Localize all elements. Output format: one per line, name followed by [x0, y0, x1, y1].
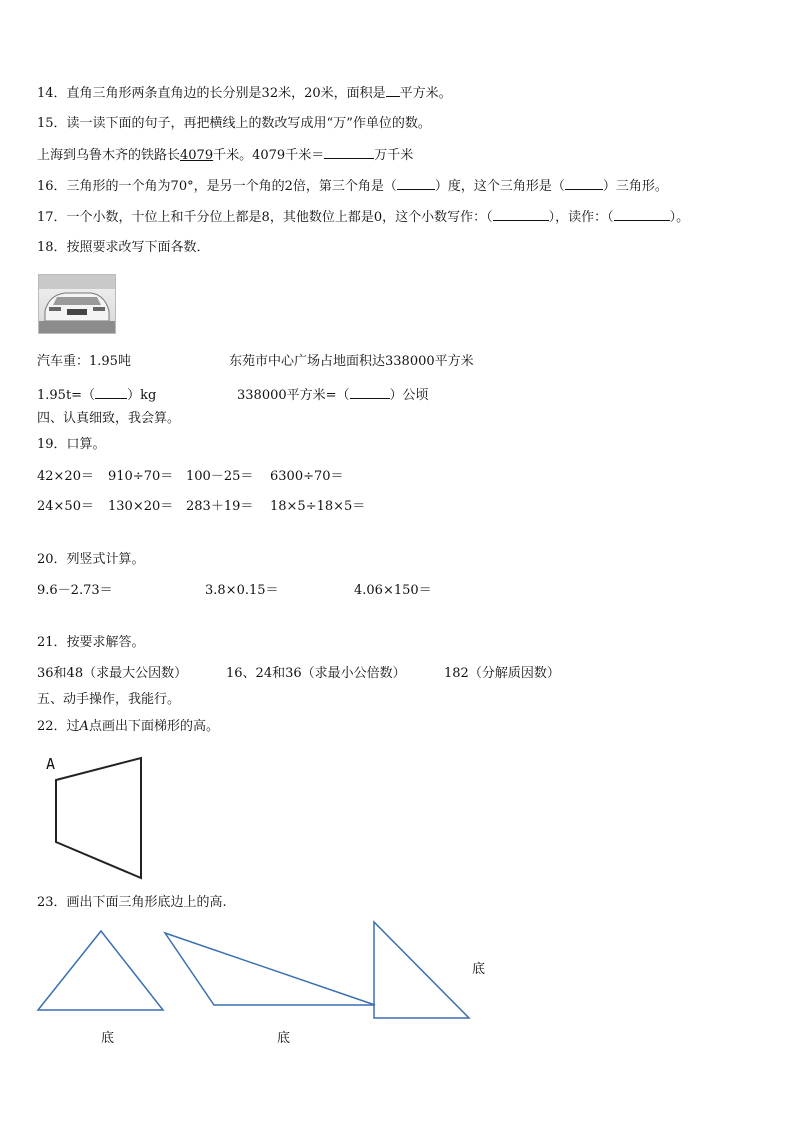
question-20-title: 20．列竖式计算。 [37, 552, 145, 567]
oral-calc-item: 24×50＝ [37, 499, 94, 514]
section-4-heading: 四、认真细致，我会算。 [37, 411, 181, 426]
factor-task: 16、24和36（求最小公倍数） [226, 666, 406, 681]
base-label-1: 底 [101, 1031, 115, 1046]
question-14: 14．直角三角形两条直角边的长分别是32米，20米，面积是 平方米。 [37, 86, 452, 101]
answer-blank[interactable] [493, 208, 549, 221]
vertical-calc-item: 3.8×0.15＝ [205, 583, 279, 598]
oral-calc-item: 910÷70＝ [108, 469, 174, 484]
oral-calc-item: 130×20＝ [108, 499, 174, 514]
oral-calc-item: 100－25＝ [186, 469, 254, 484]
question-16: 16．三角形的一个角为70°，是另一个角的2倍，第三个角是（ ）度，这个三角形是（ ）三角形。 [37, 179, 668, 194]
question-15-sentence: 上海到乌鲁木齐的铁路长4079千米。4079千米＝ 万千米 [37, 148, 414, 163]
trapezoid-figure[interactable] [48, 752, 168, 882]
triangle-3 [374, 922, 469, 1018]
square-area-label: 东苑市中心广场占地面积达338000平方米 [229, 354, 474, 369]
car-icon [39, 275, 115, 333]
conversion-1: 1.95t=（ ）kg [37, 388, 157, 403]
answer-blank[interactable] [565, 177, 603, 190]
answer-blank[interactable] [614, 208, 670, 221]
answer-blank[interactable] [95, 386, 127, 399]
base-label-3: 底 [472, 962, 486, 977]
question-17: 17．一个小数，十位上和千分位上都是8，其他数位上都是0，这个小数写作：（ ），读作：（ ）。 [37, 210, 690, 225]
question-22-title: 22．过A点画出下面梯形的高。 [37, 719, 219, 734]
oral-calc-item: 42×20＝ [37, 469, 94, 484]
car-weight-label: 汽车重：1.95吨 [37, 354, 131, 369]
underlined-number: 4079 [180, 148, 214, 163]
question-19-title: 19．口算。 [37, 437, 106, 452]
question-18-title: 18．按照要求改写下面各数． [37, 240, 210, 255]
factor-task: 182（分解质因数） [444, 666, 560, 681]
answer-blank[interactable] [350, 386, 390, 399]
conversion-2: 338000平方米=（ ）公顷 [237, 388, 429, 403]
oral-calc-item: 18×5÷18×5＝ [270, 499, 366, 514]
question-21-title: 21．按要求解答。 [37, 635, 145, 650]
base-label-2: 底 [277, 1031, 291, 1046]
car-photo [38, 274, 116, 334]
section-5-heading: 五、动手操作，我能行。 [37, 692, 181, 707]
vertical-calc-item: 4.06×150＝ [354, 583, 432, 598]
answer-blank[interactable] [324, 146, 374, 159]
answer-blank[interactable] [386, 84, 400, 97]
question-23-title: 23．画出下面三角形底边上的高. [37, 895, 227, 910]
triangles-figure[interactable] [38, 920, 478, 1020]
point-a-label: A [46, 755, 56, 773]
vertical-calc-item: 9.6－2.73＝ [37, 583, 113, 598]
oral-calc-item: 283＋19＝ [186, 499, 254, 514]
answer-blank[interactable] [397, 177, 435, 190]
triangle-1 [38, 931, 163, 1010]
question-15-title: 15．读一读下面的句子，再把横线上的数改写成用“万”作单位的数。 [37, 116, 431, 131]
factor-task: 36和48（求最大公因数） [37, 666, 188, 681]
triangle-2 [165, 933, 375, 1005]
oral-calc-item: 6300÷70＝ [270, 469, 344, 484]
